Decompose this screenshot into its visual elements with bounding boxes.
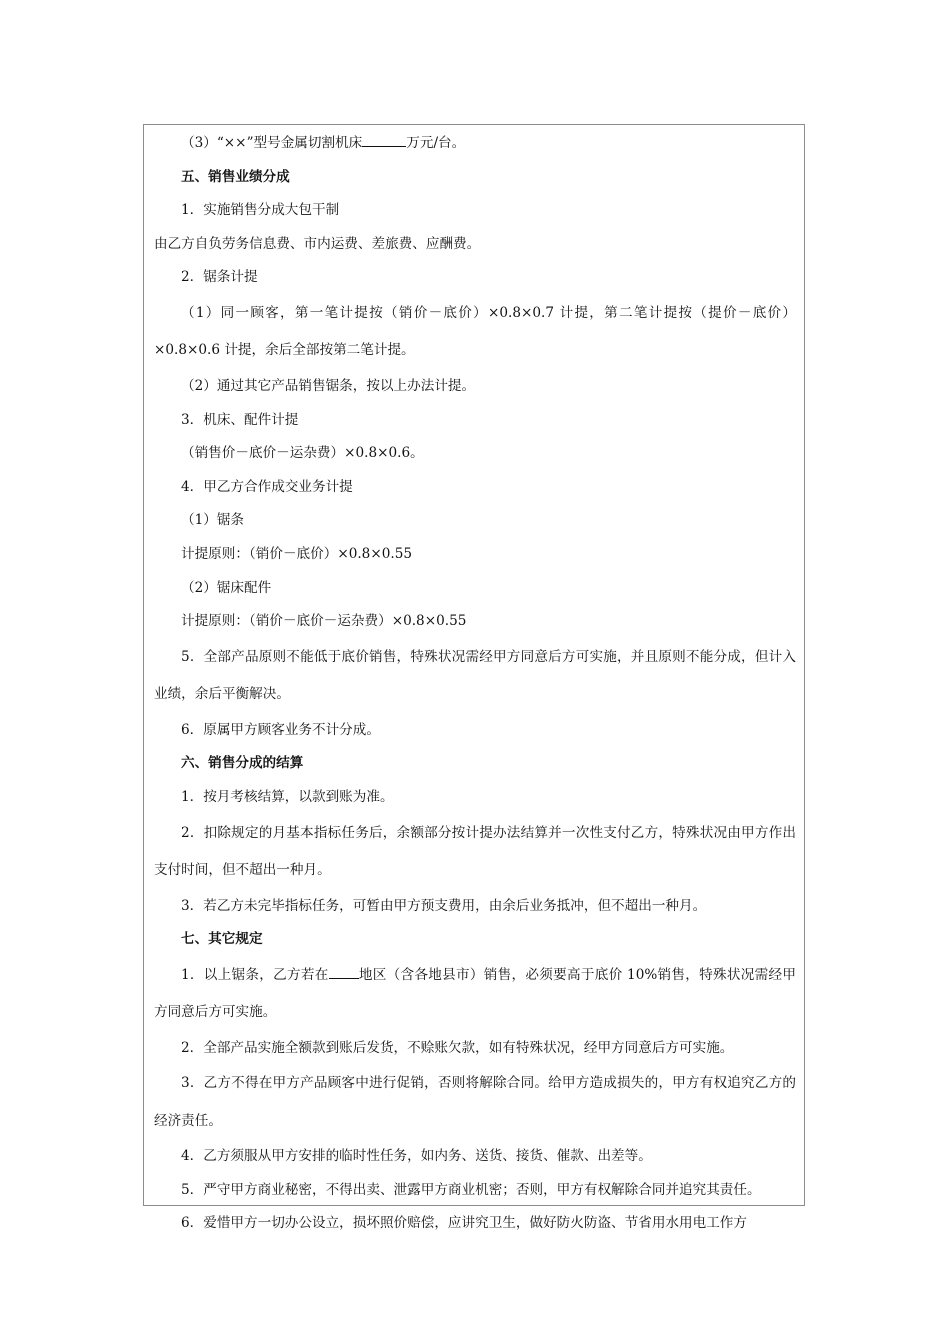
clause-5-1-body: 由乙方自负劳务信息费、市内运费、差旅费、应酬费。 [154,235,481,252]
clause-5-4-1: （1）锯条 [181,512,245,529]
clause-5-4-1-body: 计提原则：（销价－底价）×0.8×0.55 [181,545,412,562]
clause-5-4-2-body: 计提原则：（销价－底价－运杂费）×0.8×0.55 [181,613,467,630]
blank-price-field [362,134,406,147]
contract-text-frame [143,124,805,1232]
clause-7-1 [154,957,796,1032]
clause-5-3-body: （销售价－底价－运杂费）×0.8×0.6。 [181,445,424,462]
section-6-heading: 六、销售分成的结算 [181,755,304,772]
price-item-3-text: （3）“××”型号金属切割机床 [181,135,363,151]
clause-5-2: 2．锯条计提 [181,269,258,286]
section-5-heading: 五、销售业绩分成 [181,168,290,185]
clause-5-2-2: （2）通过其它产品销售锯条，按以上办法计提。 [181,377,476,394]
clause-5-3: 3．机床、配件计提 [181,411,299,428]
clause-5-1: 1．实施销售分成大包干制 [181,202,340,219]
clause-5-4: 4．甲乙方合作成交业务计提 [181,478,353,495]
price-item-3-unit: 万元/台。 [406,135,466,151]
clause-5-6: 6．原属甲方顾客业务不计分成。 [181,721,380,738]
clause-7-5: 5．严守甲方商业秘密，不得出卖、泄露甲方商业机密；否则，甲方有权解除合同并追究其责任。 [181,1181,761,1198]
clause-7-2: 2．全部产品实施全额款到账后发货，不赊账欠款，如有特殊状况，经甲方同意后方可实施。 [181,1039,734,1056]
blank-region-field [329,966,359,979]
clause-7-4: 4．乙方须服从甲方安排的临时性任务，如内务、送货、接货、催款、出差等。 [181,1148,652,1165]
contract-body [154,127,796,1241]
clause-7-6: 6．爱惜甲方一切办公设立，损坏照价赔偿，应讲究卫生，做好防火防盗、节省用水用电工作方 [181,1215,747,1232]
clause-6-3: 3．若乙方未完毕指标任务，可暂由甲方预支费用，由余后业务抵冲，但不超出一种月。 [181,897,707,914]
clause-5-2-1: （1）同一顾客，第一笔计提按（销价－底价）×0.8×0.7 计提，第二笔计提按（提价－底价）×0.8×0.6 计提，余后全部按第二笔计提。 [154,304,796,359]
section-7-heading: 七、其它规定 [181,931,263,948]
clause-7-1-text: 1．以上锯条，乙方若在 [181,966,329,983]
clause-7-1-rest: 地区（含各地县市）销售，必须要高于底价 10%销售，特殊状况需经甲方同意后方可实施。 [154,966,796,1021]
clause-6-1: 1．按月考核结算，以款到账为准。 [181,788,394,805]
clause-5-4-2: （2）锯床配件 [181,579,272,596]
price-item-3 [154,127,796,161]
clause-5-5: 5．全部产品原则不能低于底价销售，特殊状况需经甲方同意后方可实施，并且原则不能分成，但计入业绩，余后平衡解决。 [154,648,796,703]
clause-6-2: 2．扣除规定的月基本指标任务后，余额部分按计提办法结算并一次性支付乙方，特殊状况由甲方作出支付时间，但不超出一种月。 [154,824,796,878]
clause-7-3: 3．乙方不得在甲方产品顾客中进行促销，否则将解除合同。给甲方造成损失的，甲方有权追究乙方的经济责任。 [154,1075,796,1129]
